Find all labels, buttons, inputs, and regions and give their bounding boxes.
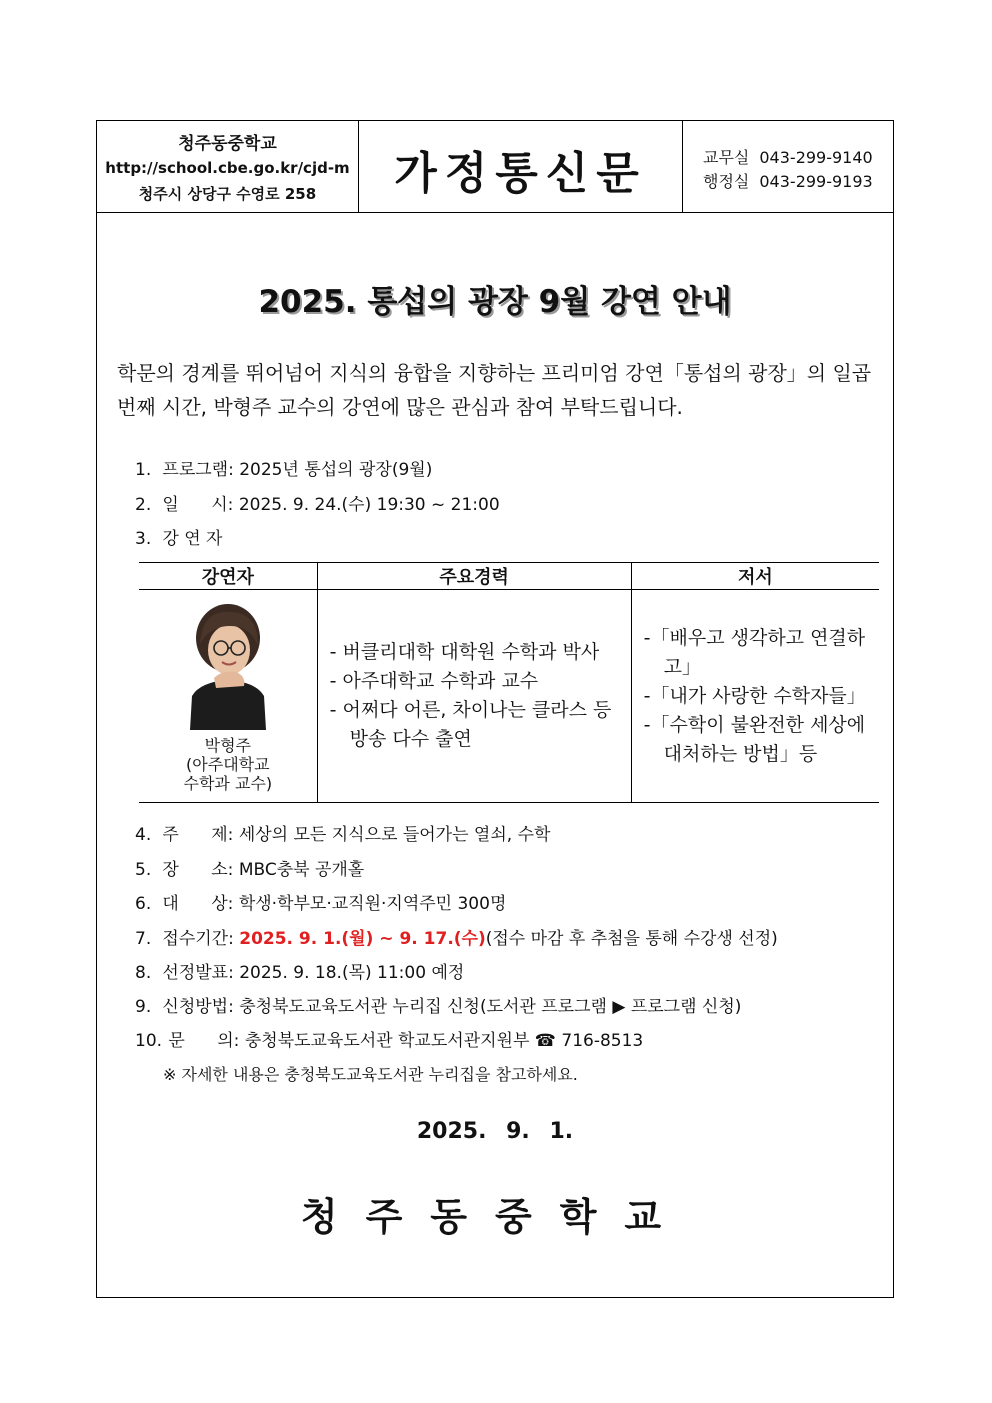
item-label: 신청방법: [162, 997, 234, 1017]
item-number: 9. [135, 997, 152, 1017]
school-address: 청주시 상당구 수영로 258 [138, 185, 317, 203]
issue-date: 2025. 9. 1. [416, 1119, 574, 1144]
item-number: 8. [135, 963, 152, 983]
item-number: 4. [135, 825, 152, 845]
item-value: 충청북도교육도서관 누리집 신청(도서관 프로그램 ▶ 프로그램 신청) [239, 997, 742, 1017]
career-item: - 아주대학교 수학과 교수 [329, 670, 539, 692]
book-item: -「수학이 불완전한 세상에 대처하는 방법」등 [643, 713, 866, 765]
item-label: 접수기간: [162, 929, 234, 949]
item-number: 3. [135, 529, 152, 549]
speaker-affiliation: (아주대학교 [186, 755, 270, 774]
item-number: 7. [135, 929, 152, 949]
main-title: 2025. 통섭의 광장 9월 강연 안내 [258, 284, 732, 320]
item-value: 학생·학부모·교직원·지역주민 300명 [238, 894, 507, 914]
newsletter-title-cell [359, 121, 683, 212]
list-item [135, 490, 500, 515]
intro-text: 학문의 경계를 뛰어넘어 지식의 융합을 지향하는 프리미엄 강연「통섭의 광장」의 일곱 번째 시간, 박형주 교수의 강연에 많은 관심과 참여 부탁드립니다. [117, 361, 872, 419]
list-item [135, 924, 778, 949]
item-value: 2025년 통섭의 광장(9월) [239, 460, 433, 480]
header [97, 121, 893, 213]
phone-row [703, 169, 873, 192]
item-number: 1. [135, 460, 152, 480]
career-cell [317, 590, 631, 803]
reference-note: ※ 자세한 내용은 충청북도교육도서관 누리집을 참고하세요. [163, 1065, 578, 1084]
item-label: 선정발표: [162, 963, 234, 983]
speaker-name: 박형주 [204, 736, 251, 755]
phone-number: 043-299-9140 [759, 148, 873, 167]
list-item [135, 455, 432, 480]
list-item [135, 992, 741, 1017]
header-career: 주요경력 [317, 563, 631, 590]
books-cell [631, 590, 879, 803]
newsletter-frame [96, 120, 894, 1298]
phone-row [703, 145, 873, 168]
speaker-affiliation: 수학과 교수) [183, 774, 273, 793]
item-value: 세상의 모든 지식으로 들어가는 열쇠, 수학 [238, 825, 551, 845]
phone-info [683, 121, 893, 212]
list-item [135, 820, 550, 845]
books-list [632, 624, 879, 769]
item-label: 프로그램: [162, 460, 234, 480]
list-item [135, 958, 464, 983]
list-item [135, 889, 506, 914]
school-signature: 청주동중학교 [300, 1195, 690, 1239]
book-item: -「내가 사랑한 수학자들」 [643, 684, 866, 707]
book-item: -「배우고 생각하고 연결하고」 [643, 626, 866, 678]
item-number: 5. [135, 860, 152, 880]
header-books: 저서 [631, 563, 879, 590]
phone-label: 행정실 [703, 172, 750, 191]
table-row [139, 590, 879, 803]
phone-number: 043-299-9193 [759, 172, 873, 191]
speaker-cell [139, 590, 317, 803]
item-number: 2. [135, 495, 152, 515]
item-label: 장 소: [162, 860, 234, 880]
item-value: 2025. 9. 18.(목) 11:00 예정 [239, 963, 465, 983]
item-value: 충청북도교육도서관 학교도서관지원부 ☎ 716-8513 [244, 1031, 644, 1051]
table-header-row [139, 563, 879, 590]
newsletter-title: 가정통신문 [394, 148, 647, 199]
item-number: 10. [135, 1031, 163, 1051]
career-list [318, 638, 631, 754]
career-item: - 어쩌다 어른, 차이나는 클라스 등 방송 다수 출연 [329, 699, 612, 750]
item-value: MBC충북 공개홀 [238, 860, 365, 880]
item-label: 일 시: [162, 495, 234, 515]
career-item: - 버클리대학 대학원 수학과 박사 [329, 641, 600, 663]
item-label: 주 제: [162, 825, 234, 845]
school-info [97, 121, 359, 212]
list-item [135, 855, 364, 880]
registration-period: 2025. 9. 1.(월) ~ 9. 17.(수) [239, 929, 486, 949]
item-number: 6. [135, 894, 152, 914]
item-value: 2025. 9. 24.(수) 19:30 ~ 21:00 [238, 495, 500, 515]
item-label: 강 연 자 [162, 529, 223, 549]
list-item [135, 524, 222, 549]
item-value: (접수 마감 후 추첨을 통해 수강생 선정) [485, 929, 778, 949]
speaker-photo [186, 600, 270, 730]
phone-label: 교무실 [703, 148, 750, 167]
speaker-table [139, 562, 879, 803]
school-name: 청주동중학교 [178, 134, 277, 154]
item-label: 대 상: [162, 894, 234, 914]
list-item [135, 1026, 643, 1051]
item-label: 문 의: [168, 1031, 240, 1051]
school-url[interactable]: http://school.cbe.go.kr/cjd-m [105, 159, 350, 177]
header-speaker: 강연자 [139, 563, 317, 590]
